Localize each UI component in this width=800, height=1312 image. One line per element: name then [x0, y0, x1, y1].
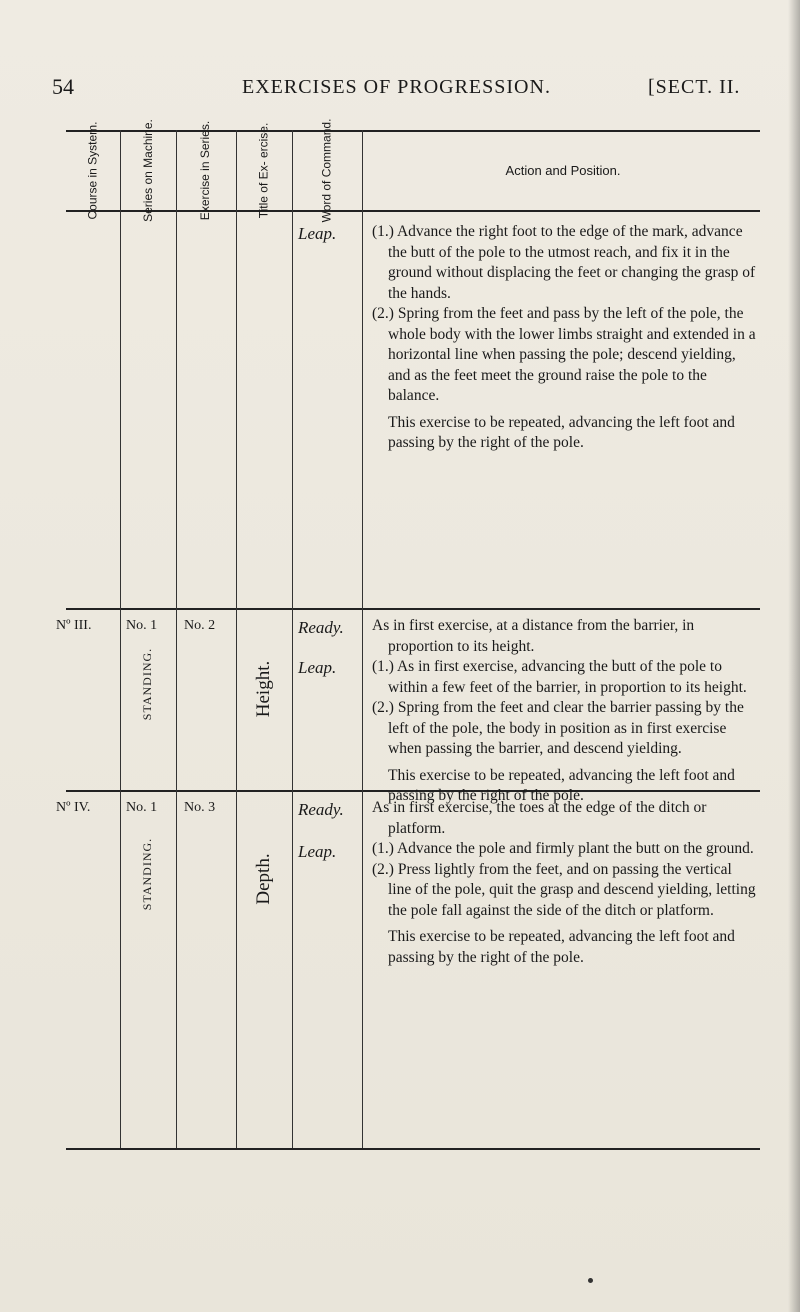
col-rule-5 — [362, 130, 363, 1148]
row2-course: Nº III. — [56, 618, 92, 633]
running-title: EXERCISES OF PROGRESSION. — [242, 76, 551, 98]
col-rule-4 — [292, 130, 293, 1148]
row2-action — [372, 616, 756, 807]
row1-action — [372, 222, 756, 454]
printer-speck — [588, 1278, 593, 1283]
exercise-table — [56, 118, 760, 1150]
table-bottom-rule — [66, 1148, 760, 1150]
row3-word-leap: Leap. — [298, 842, 337, 861]
row2-series-name: STANDING. — [140, 647, 154, 721]
row2-title: Height. — [253, 660, 274, 718]
page-edge-shadow — [788, 0, 800, 1312]
row1-action-note: This exercise to be repeated, advancing the left foot and passing by the right of the pole. — [388, 413, 735, 451]
page-number: 54 — [52, 74, 74, 99]
col-rule-2 — [176, 130, 177, 1148]
row3-word-ready: Ready. — [298, 800, 344, 819]
section-label: [SECT. II. — [648, 76, 741, 98]
row2-action-2: (2.) Spring from the feet and clear the barrier passing by the left of the pole, the body in position as in first exercise when passing the barrier, and descend yielding. — [372, 699, 744, 757]
header-series-label: Series on Machine. — [140, 118, 155, 222]
row3-series-name: STANDING. — [140, 837, 154, 911]
col-rule-3 — [236, 130, 237, 1148]
row3-action-note: This exercise to be repeated, advancing the left foot and passing by the right of the pole. — [388, 928, 735, 966]
header-exercise-label: Exercise in Series. — [198, 120, 213, 220]
header-word-label: Word of Command. — [319, 118, 334, 222]
header-title-label: Title of Ex- ercise. — [256, 122, 271, 218]
row3-title: Depth. — [253, 853, 274, 905]
row-rule-1 — [66, 608, 760, 610]
row3-action — [372, 798, 756, 968]
running-head — [52, 74, 772, 110]
header-exercise — [176, 120, 236, 220]
row3-series-no: No. 1 — [126, 800, 158, 815]
row3-exercise: No. 3 — [184, 800, 216, 815]
row1-word-leap: Leap. — [298, 224, 337, 243]
header-rule — [66, 210, 760, 212]
header-title — [236, 122, 292, 218]
row1-action-2: (2.) Spring from the feet and pass by the left of the pole, the whole body with the lower limbs straight and extended in a horizontal line when passing the pole; descend yielding, and as the feet meet the ground raise the pole to the balance. — [372, 305, 756, 404]
row1-action-1: (1.) Advance the right foot to the edge of the mark, advance the butt of the pole to the utmost reach, and fix it in the ground without displacing the feet or changing the grasp of the hands. — [372, 223, 756, 302]
header-word — [292, 118, 362, 222]
header-course — [66, 120, 120, 220]
row2-series-no: No. 1 — [126, 618, 158, 633]
row3-action-2: (2.) Press lightly from the feet, and on passing the vertical line of the pole, quit the grasp and descend yielding, letting the pole fall against the side of the ditch or platform. — [372, 860, 756, 919]
row2-action-note: This exercise to be repeated, advancing the left foot and passing by the right of the pole. — [388, 766, 735, 804]
row2-exercise: No. 2 — [184, 618, 216, 633]
row3-course: Nº IV. — [56, 800, 91, 815]
row2-word-ready: Ready. — [298, 618, 344, 637]
col-rule-1 — [120, 130, 121, 1148]
row2-action-1: (1.) As in first exercise, advancing the butt of the pole to within a few feet of the barrier, in proportion to its height. — [372, 658, 747, 696]
header-series — [120, 118, 176, 222]
row2-word-leap: Leap. — [298, 658, 337, 677]
row2-action-0: As in first exercise, at a distance from the barrier, in proportion to its height. — [372, 617, 695, 655]
header-course-label: Course in System. — [85, 120, 100, 220]
row3-action-1: (1.) Advance the pole and firmly plant the butt on the ground. — [372, 840, 754, 857]
row3-action-0: As in first exercise, the toes at the edge of the ditch or platform. — [372, 799, 707, 837]
header-action: Action and Position. — [505, 162, 621, 178]
